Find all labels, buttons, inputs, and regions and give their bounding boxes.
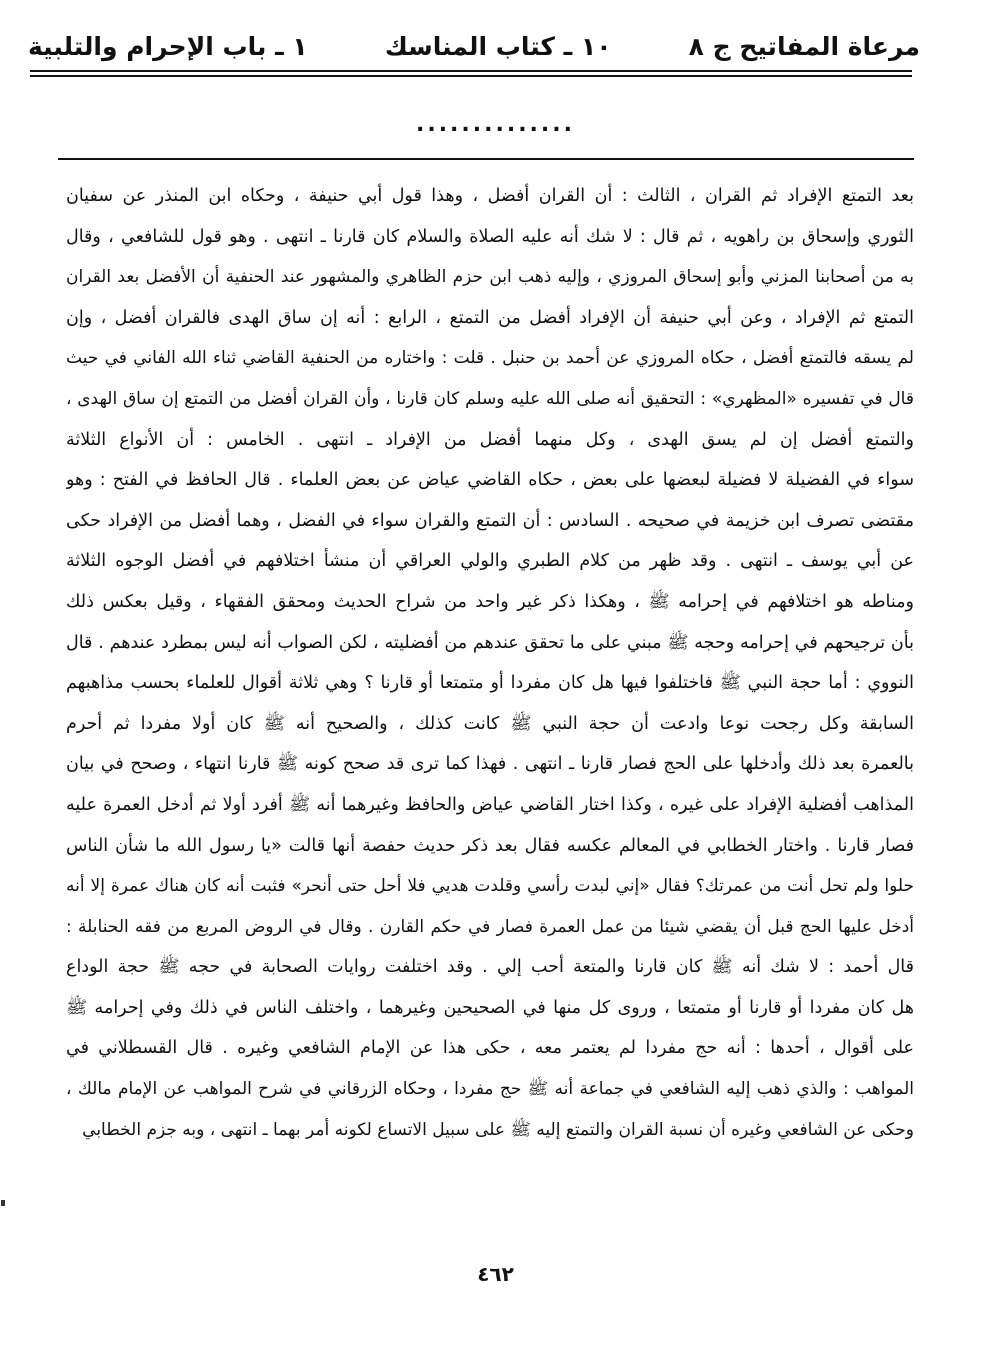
- text-line: النووي : أما حجة النبي ﷺ فاختلفوا فيها هل كان مفردا أو متمتعا أو قارنا ؟ وهي ثلاثة أقوال للعلماء بحسب مذاهبهم: [66, 673, 914, 694]
- header-chapter: ١٠ ـ كتاب المناسك: [384, 31, 612, 61]
- text-line: قال أحمد : لا شك أنه ﷺ كان قارنا والمتعة أحب إلي . وقد اختلفت روايات الصحابة في حجه ﷺ حجة الوداع: [66, 957, 914, 978]
- text-line: قال في تفسيره «المظهري» : التحقيق أنه صلى الله عليه وسلم كان قارنا ، وأن القران أفضل من التمتع إن ساق الهدى ،: [66, 388, 914, 409]
- text-line: وحكى عن الشافعي وغيره أن نسبة القران والتمتع إليه ﷺ على سبيل الاتساع لكونه أمر بهما ـ انتهى ، وبه جزم الخطابي: [82, 1119, 914, 1140]
- body-text: [66, 176, 914, 1150]
- text-line: التمتع ثم الإفراد ، وعن أبي حنيفة أن الإفراد أفضل من التمتع ، الرابع : أنه إن ساق الهدى فالقران أفضل ، وإن: [66, 307, 914, 328]
- header-section: ١ ـ باب الإحرام والتلبية: [28, 31, 308, 61]
- separator-dots: ..............: [415, 112, 575, 137]
- text-line: لم يسقه فالتمتع أفضل ، حكاه المروزي عن أحمد بن حنبل . قلت : واختاره من الحنفية القاضي ثناء الله الفاني في حيث: [66, 348, 914, 369]
- text-line: المواهب : والذي ذهب إليه الشافعي في جماعة أنه ﷺ حج مفردا ، وحكاه الزرقاني في شرح المواهب عن الإمام مالك ،: [66, 1079, 914, 1100]
- header-rule-bottom: [30, 75, 912, 77]
- header-rule-top: [30, 70, 912, 72]
- text-line: فصار قارنا . واختار الخطابي في المعالم عكسه فقال بعد ذكر حديث حفصة أنها قالت «يا رسول الله ما شأن الناس: [66, 835, 914, 856]
- header-book-volume: مرعاة المفاتيح ج ٨: [688, 31, 920, 61]
- text-line: أدخل عليها الحج قبل أن يقضي شيئا من عمل العمرة فصار في حكم القارن . وقال في الروض المربع من فقه الحنابلة :: [66, 916, 914, 937]
- text-line: بعد التمتع الإفراد ثم القران ، الثالث : أن القران أفضل ، وهذا قول أبي حنيفة ، وحكاه ابن المنذر عن سفيان: [66, 186, 914, 206]
- text-line: مقتضى تصرف ابن خزيمة في صحيحه . السادس : أن التمتع والقران سواء في الفضل ، وهما أفضل من الإفراد حكى: [66, 510, 914, 531]
- text-line: السابقة وكل رجحت نوعا وادعت أن حجة النبي ﷺ كانت كذلك ، والصحيح أنه ﷺ كان أولا مفردا ثم أحرم: [66, 713, 914, 734]
- text-line: المذاهب أفضلية الإفراد على غيره ، وكذا اختار القاضي عياض والحافظ وغيرهما أنه ﷺ أفرد أولا ثم أدخل العمرة عليه: [66, 794, 914, 815]
- text-line: على أقوال ، أحدها : أنه حج مفردا لم يعتمر معه ، حكى هذا عن الإمام الشافعي وغيره . قال القسطلاني في: [66, 1038, 914, 1059]
- running-header: [28, 26, 920, 66]
- text-line: الثوري وإسحاق بن راهويه ، ثم قال : لا شك أنه عليه الصلاة والسلام كان قارنا ـ انتهى . وهو قول للشافعي ، وقال: [66, 226, 914, 247]
- text-line: عن أبي يوسف ـ انتهى . وقد ظهر من كلام الطبري والولي العراقي أن منشأ اختلافهم في أفضل الوجوه الثلاثة: [66, 551, 914, 572]
- text-line: ومناطه هو اختلافهم في إحرامه ﷺ ، وهكذا ذكر غير واحد من شراح الحديث ومحقق الفقهاء ، وقيل بعكس ذلك: [66, 591, 914, 612]
- text-line: والتمتع أفضل إن لم يسق الهدى ، وكل منهما أفضل من الإفراد ـ انتهى . الخامس : أن الأنواع الثلاثة: [66, 429, 914, 450]
- separator-rule: [58, 158, 914, 160]
- text-line: به من أصحابنا المزني وأبو إسحاق المروزي ، وإليه ذهب ابن حزم الظاهري والمشهور عند الحنفية أن الأفضل بعد القران: [66, 267, 914, 288]
- margin-mark: [1, 1200, 5, 1206]
- page-number: ٤٦٢: [477, 1262, 514, 1286]
- text-line: بأن ترجيحهم في إحرامه وحجه ﷺ مبني على ما تحقق عندهم من أفضليته ، لكن الصواب أنه ليس بمطرد عندهم . قال: [66, 632, 914, 653]
- text-line: حلوا ولم تحل أنت من عمرتك؟ فقال «إني لبدت رأسي وقلدت هديي فلا أحل حتى أنحر» فثبت أنه كان هناك عمرة إلا أنه: [66, 876, 914, 897]
- text-line: سواء في الفضيلة لا فضيلة لبعضها على بعض ، حكاه القاضي عياض عن بعض العلماء . قال الحافظ في الفتح : وهو: [66, 470, 914, 491]
- text-line: هل كان مفردا أو قارنا أو متمتعا ، وروى كل منها في الصحيحين وغيرهما ، واختلف الناس في ذلك وفي إحرامه ﷺ: [66, 997, 914, 1018]
- text-line: بالعمرة بعد ذلك وأدخلها على الحج فصار قارنا ـ انتهى . فهذا كما ترى قد صحح كونه ﷺ قارنا انتهاء ، وصحح في بيان: [66, 754, 914, 775]
